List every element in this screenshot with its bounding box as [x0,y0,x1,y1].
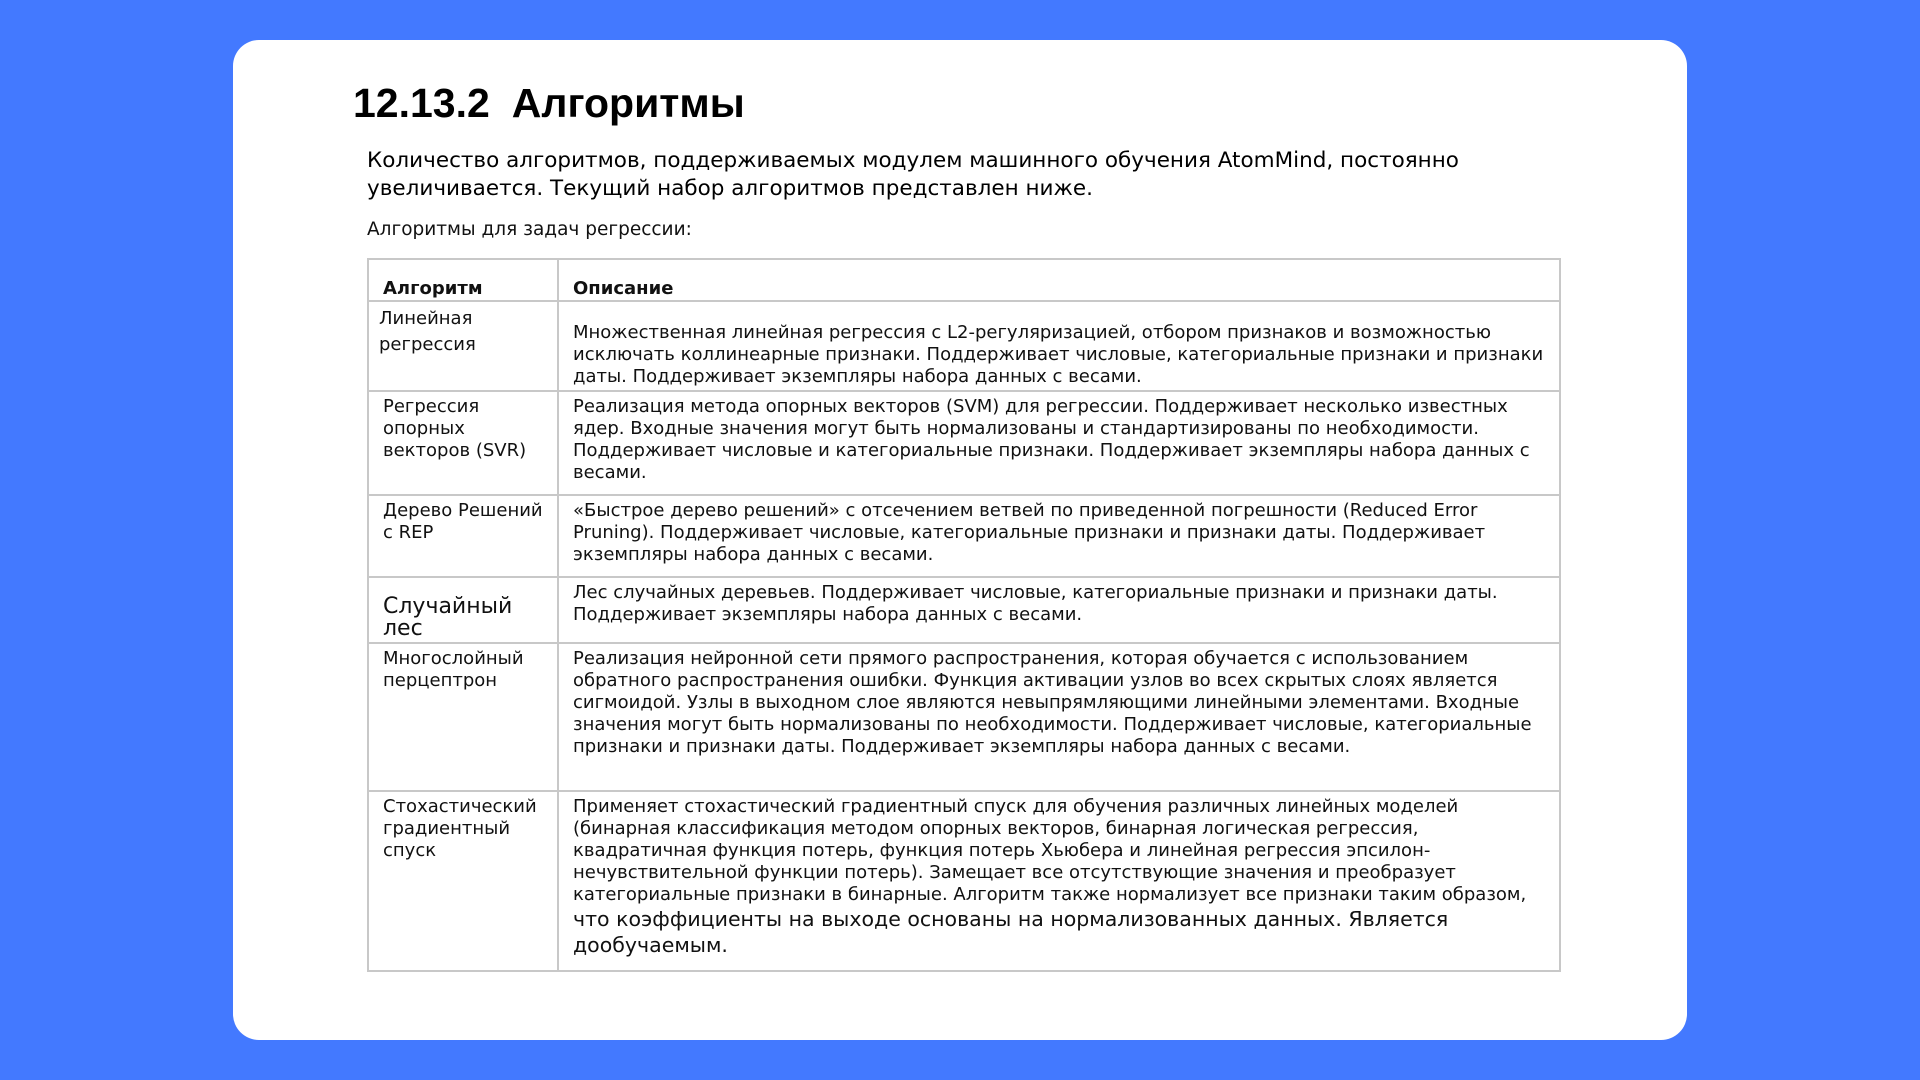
table-header-row [368,259,1560,301]
algorithm-description: Реализация нейронной сети прямого распространения, которая обучается с использованием обратного распространения ошибки. Функция активации узлов во всех скрытых слоях является сигмоидой. Узлы в выходном слое являются невыпрямляющими линейными элементами. Входные значения могут быть нормализованы по необходимости. Поддерживает числовые, категориальные признаки и признаки даты. Поддерживает экземпляры набора данных с весами. [558,643,1560,791]
algorithm-name: Линейная регрессия [368,301,558,391]
algorithm-description: «Быстрое дерево решений» с отсечением ветвей по приведенной погрешности (Reduced Error Pruning). Поддерживает числовые, категориальные признаки и признаки даты. Поддерживает экземпляры набора данных с весами. [558,495,1560,577]
table-row [368,577,1560,643]
section-number: 12.13.2 [353,80,490,126]
document-page [233,40,1687,1040]
header-algorithm: Алгоритм [368,259,558,301]
table-row [368,301,1560,391]
algorithm-name: Многослойный перцептрон [368,643,558,791]
intro-paragraph: Количество алгоритмов, поддерживаемых модулем машинного обучения AtomMind, постоянно увеличивается. Текущий набор алгоритмов представлен ниже. [367,148,1459,201]
algorithm-name: Дерево Решений с REP [368,495,558,577]
algorithm-description: Множественная линейная регрессия с L2-регуляризацией, отбором признаков и возможностью исключать коллинеарные признаки. Поддерживает числовые, категориальные признаки и признаки даты. Поддерживает экземпляры набора данных с весами. [558,301,1560,391]
table-row [368,391,1560,495]
algorithm-description: Реализация метода опорных векторов (SVM) для регрессии. Поддерживает несколько известных ядер. Входные значения могут быть нормализованы и стандартизированы по необходимости. Поддерживает числовые и категориальные признаки. Поддерживает экземпляры набора данных с весами. [558,391,1560,495]
algorithm-name: Стохастический градиентный спуск [368,791,558,971]
header-description: Описание [558,259,1560,301]
algorithms-table [367,258,1561,972]
table-caption: Алгоритмы для задач регрессии: [367,219,692,240]
algorithm-description: Лес случайных деревьев. Поддерживает числовые, категориальные признаки и признаки даты. Поддерживает экземпляры набора данных с весами. [558,577,1560,643]
description-text: Применяет стохастический градиентный спуск для обучения различных линейных моделей (бинарная классификация методом опорных векторов, бинарная логическая регрессия, квадратичная функция потерь, функция потерь Хьюбера и линейная регрессия эпсилон-нечувствительной функции потерь). Замещает все отсутствующие значения и преобразует категориальные признаки в бинарные. Алгоритм также нормализует все признаки таким образом, [573,796,1527,905]
table-row [368,643,1560,791]
algorithm-name: Случайный лес [368,577,558,643]
table-row [368,791,1560,971]
algorithm-name: Регрессия опорных векторов (SVR) [368,391,558,495]
section-heading [353,80,745,127]
description-text-tail: что коэффициенты на выходе основаны на нормализованных данных. Является дообучаемым. [573,907,1449,957]
table-row [368,495,1560,577]
algorithm-description [558,791,1560,971]
section-title: Алгоритмы [511,80,745,126]
